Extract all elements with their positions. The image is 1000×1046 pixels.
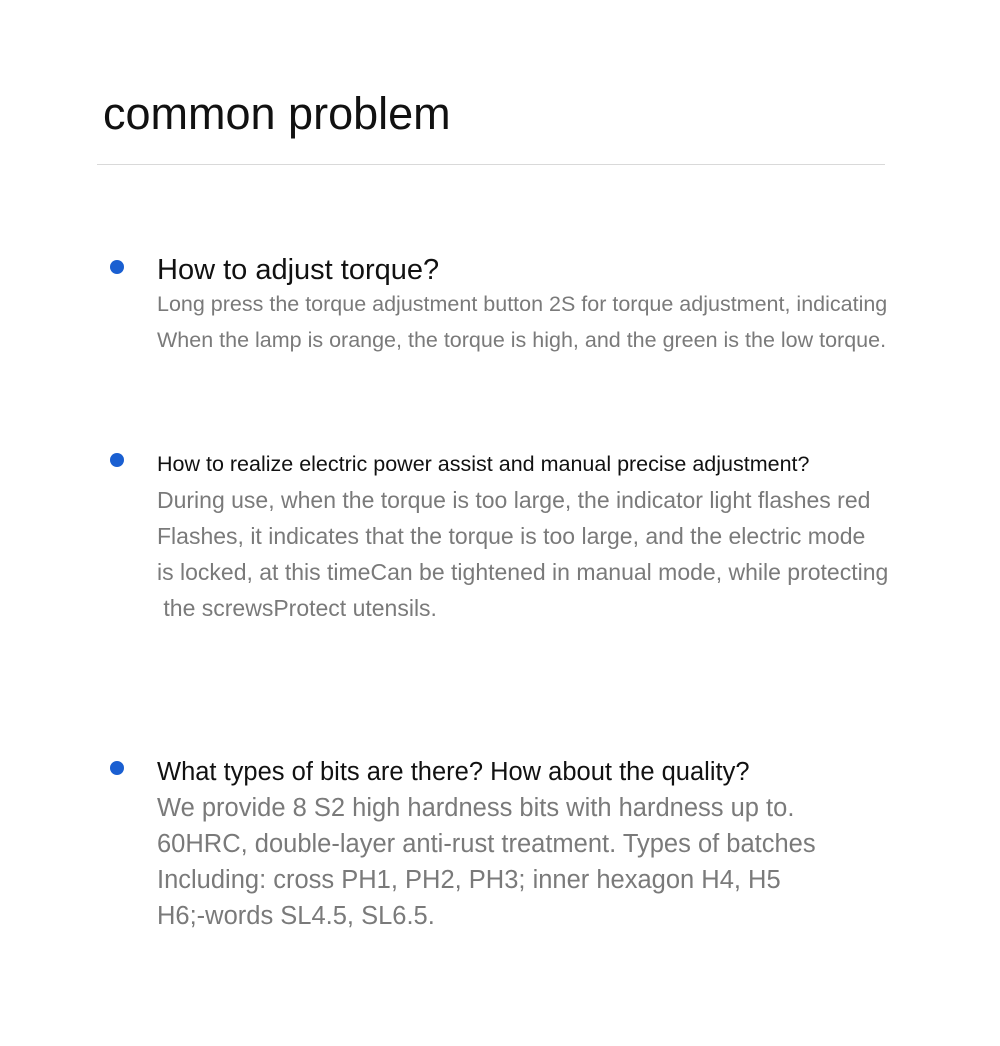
faq-answer-torque <box>157 286 887 358</box>
faq-question-torque: How to adjust torque? <box>157 254 440 286</box>
bullet-dot-icon <box>110 453 124 467</box>
answer-line: H6;-words SL4.5, SL6.5. <box>157 902 435 930</box>
answer-line: the screwsProtect utensils. <box>157 595 437 621</box>
faq-question-power-assist: How to realize electric power assist and manual precise adjustment? <box>157 452 810 476</box>
faq-question-bits: What types of bits are there? How about the quality? <box>157 758 750 786</box>
bullet-dot-icon <box>110 260 124 274</box>
answer-line: During use, when the torque is too large, the indicator light flashes red <box>157 487 871 513</box>
title-divider <box>97 164 885 165</box>
answer-line: is locked, at this timeCan be tightened in manual mode, while protecting <box>157 559 889 585</box>
answer-line: When the lamp is orange, the torque is high, and the green is the low torque. <box>157 328 887 352</box>
faq-answer-bits <box>157 790 816 934</box>
faq-answer-power-assist <box>157 482 888 626</box>
answer-line: Flashes, it indicates that the torque is too large, and the electric mode <box>157 523 866 549</box>
answer-line: Long press the torque adjustment button 2S for torque adjustment, indicating <box>157 292 888 316</box>
answer-line: Including: cross PH1, PH2, PH3; inner hexagon H4, H5 <box>157 866 781 894</box>
page-title: common problem <box>103 88 451 139</box>
bullet-dot-icon <box>110 761 124 775</box>
answer-line: 60HRC, double-layer anti-rust treatment. Types of batches <box>157 830 816 858</box>
answer-line: We provide 8 S2 high hardness bits with hardness up to. <box>157 794 795 822</box>
